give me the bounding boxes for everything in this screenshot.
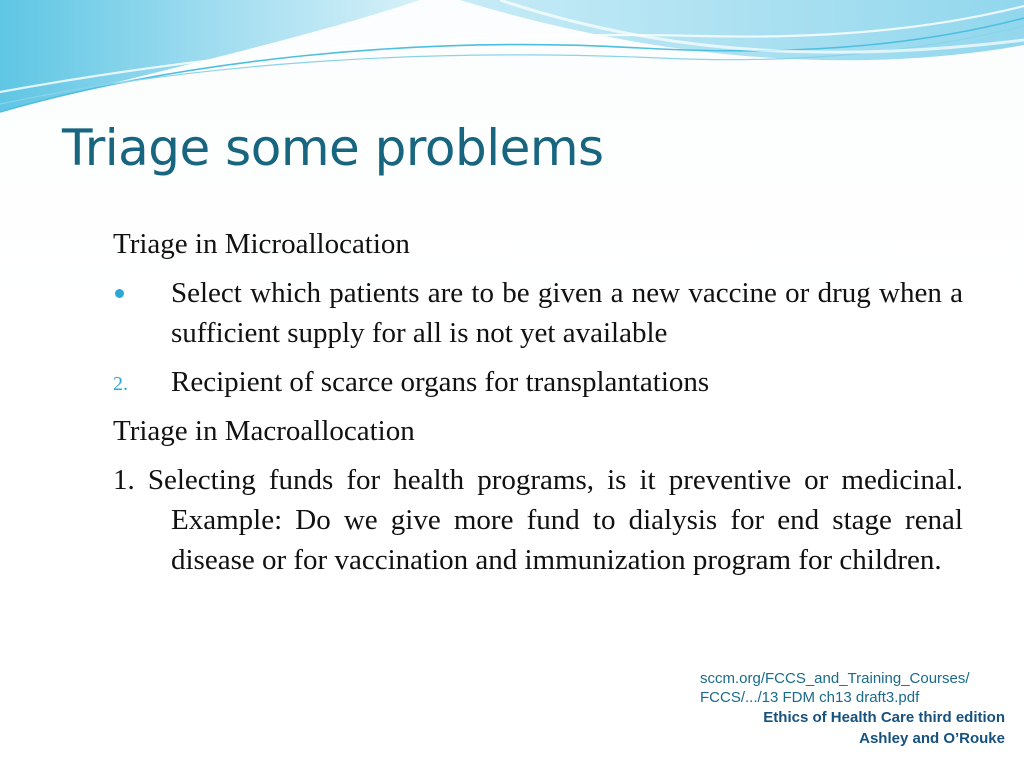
slide-title: Triage some problems xyxy=(62,119,604,177)
micro-numbered-text: Recipient of scarce organs for transplantations xyxy=(171,366,710,398)
book-authors: Ashley and O’Rouke xyxy=(859,730,1005,747)
micro-heading: Triage in Microallocation xyxy=(113,228,410,260)
micro-numbered-item xyxy=(113,362,963,402)
source-credits xyxy=(700,669,1005,749)
macro-item: 1. Selecting funds for health programs, is it preventive or medicinal. Example: Do we give more fund to dialysis for end stage renal disease or for vaccination and immunization program for children. xyxy=(113,464,963,576)
micro-bullet-text: Select which patients are to be given a new vaccine or drug when a sufficient supply for all is not yet available xyxy=(171,277,963,349)
slide-body xyxy=(113,224,963,580)
macro-heading: Triage in Macroallocation xyxy=(113,415,415,447)
micro-bullet-item xyxy=(113,273,963,353)
decorative-wave-header xyxy=(0,0,1024,130)
number-marker: 2. xyxy=(113,373,128,395)
book-title: Ethics of Health Care third edition xyxy=(763,709,1005,726)
source-url-line2: FCCS/.../13 FDM ch13 draft3.pdf xyxy=(700,689,920,706)
source-url-line1: sccm.org/FCCS_and_Training_Courses/ xyxy=(700,670,970,687)
bullet-dot-icon xyxy=(115,289,124,298)
